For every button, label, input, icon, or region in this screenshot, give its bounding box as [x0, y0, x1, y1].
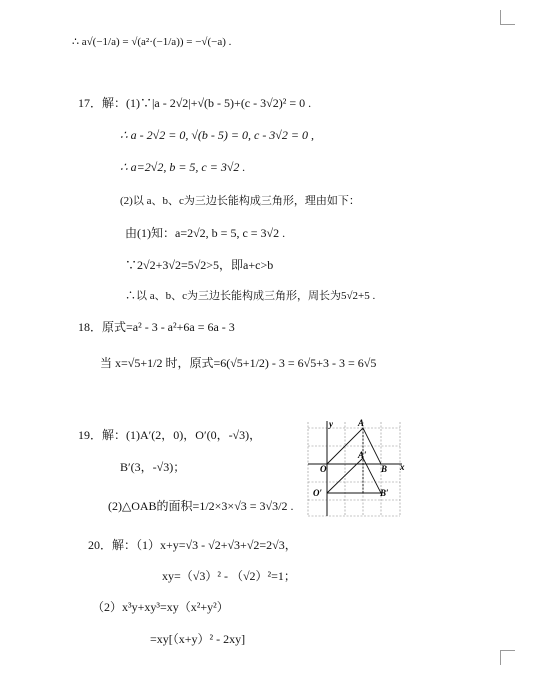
p18-line-2	[100, 354, 376, 371]
label-B-prime: B′	[380, 488, 389, 498]
p17-line-2	[120, 128, 314, 143]
p19-line-1-text: 19．解：(1)A′(2，0)，O′(0，-√3)，	[78, 428, 262, 442]
label-O-prime: O′	[313, 488, 323, 498]
label-y: y	[329, 419, 333, 429]
p18-line-2-text: 当 x=√5+1/2 时，原式=6(√5+1/2) - 3 = 6√5+3 - 3 = 6√5	[100, 356, 377, 370]
p20-line-2-text: xy=（√3）² - （√2）²=1；	[162, 569, 296, 583]
p15-text: ∴ a√(−1/a) = √(a²·(−1/a)) = −√(−a) .	[72, 36, 232, 48]
p20-line-4	[150, 630, 245, 647]
coordinate-figure	[304, 418, 410, 518]
p20-line-1	[88, 536, 297, 553]
label-O: O	[320, 464, 327, 474]
p17-line-6-text: ∵2√2+3√2=5√2>5，即a+c>b	[125, 258, 274, 272]
p17-line-1	[78, 94, 311, 111]
p19-line-2	[120, 458, 185, 475]
p19-line-3	[108, 497, 293, 514]
p17-line-7	[125, 287, 375, 303]
p17-line-4	[120, 192, 360, 208]
label-A-prime: A′	[358, 450, 367, 460]
p20-line-1-text: 20．解：（1）x+y=√3 - √2+√3+√2=2√3，	[88, 538, 297, 552]
label-A: A	[358, 418, 365, 428]
p15-conclusion	[72, 34, 231, 49]
p18-line-1-text: 18．原式=a² - 3 - a²+6a = 6a - 3	[78, 320, 235, 334]
p17-line-6	[125, 256, 273, 273]
p17-line-2-text: ∴ a - 2√2 = 0, √(b - 5) = 0, c - 3√2 = 0 ,	[120, 128, 314, 142]
p20-line-2	[162, 567, 296, 584]
p20-line-4-text: =xy[（x+y）² - 2xy]	[150, 632, 246, 646]
p20-line-3	[92, 598, 229, 615]
label-x: x	[400, 462, 405, 472]
p17-line-3-text: ∴ a=2√2, b = 5, c = 3√2 .	[120, 160, 246, 174]
p20-line-3-text: （2）x³y+xy³=xy（x²+y²）	[92, 600, 229, 614]
p19-line-1	[78, 426, 261, 443]
crop-mark-top-right	[500, 10, 515, 25]
p17-line-1-text: 17．解：(1)∵|a - 2√2|+√(b - 5)+(c - 3√2)² = 0 .	[78, 96, 312, 110]
p19-line-3-text: (2)△OAB的面积=1/2×3×√3 = 3√3/2 .	[108, 499, 294, 513]
p17-line-4-text: (2)以 a、b、c为三边长能构成三角形，理由如下：	[120, 195, 360, 207]
shapes	[327, 428, 381, 493]
label-B: B	[381, 464, 388, 474]
p19-line-2-text: B′(3，-√3)；	[120, 460, 186, 474]
p17-line-7-text: ∴以 a、b、c为三边长能构成三角形，周长为5√2+5 .	[125, 290, 376, 302]
p17-line-3	[120, 160, 245, 175]
p17-line-5-text: 由(1)知：a=2√2, b = 5, c = 3√2 .	[125, 226, 286, 240]
p17-line-5	[125, 224, 285, 241]
p18-line-1	[78, 318, 235, 335]
crop-mark-bottom-right	[500, 650, 515, 665]
